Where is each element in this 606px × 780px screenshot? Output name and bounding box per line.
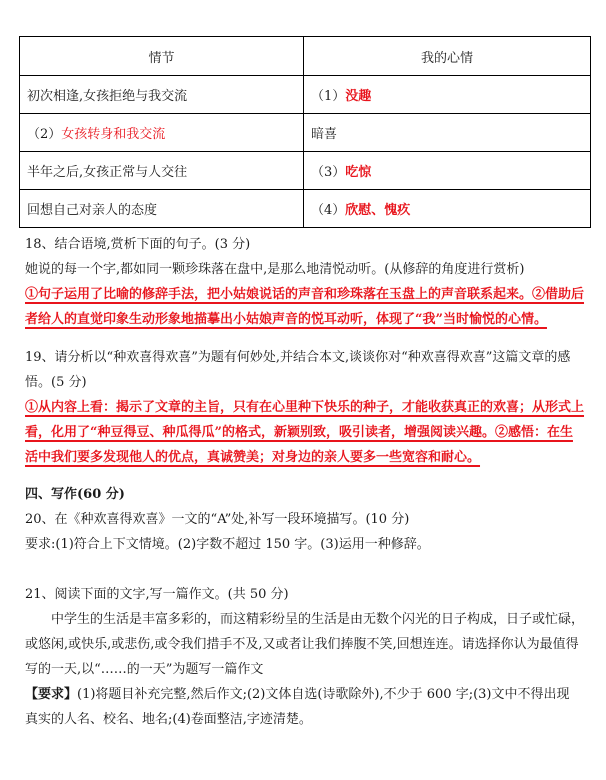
plot-feeling-table (19, 36, 591, 228)
question-text: 悟。(5 分) (25, 375, 87, 390)
table-header-row (20, 37, 591, 76)
feeling-cell (304, 152, 591, 190)
question-text: 20、在《种欢喜得欢喜》一文的“A”处,补写一段环境描写。(10 分) (25, 512, 410, 527)
plot-cell (20, 152, 304, 190)
question-sentence: 她说的每一个字,都如同一颗珍珠落在盘中,是那么地清悦动听。(从修辞的角度进行赏析) (25, 262, 525, 277)
requirements-label: 【要求】 (25, 687, 78, 702)
plot-text: 回想自己对亲人的态度 (27, 203, 158, 218)
plot-cell (20, 190, 304, 228)
answer-text: 没趣 (345, 89, 372, 104)
question-21 (25, 582, 589, 732)
answer-line: ①句子运用了比喻的修辞手法，把小姑娘说话的声音和珍珠落在玉盘上的声音联系起来。②借助后 (25, 287, 585, 302)
blank-number: （4） (311, 203, 346, 218)
requirements-line: 真实的人名、校名、地名;(4)卷面整洁,字迹清楚。 (25, 712, 312, 727)
answer-block (25, 282, 589, 332)
blank-number: （2） (27, 127, 62, 142)
question-text: 21、阅读下面的文字,写一篇作文。(共 50 分) (25, 587, 289, 602)
plot-cell (20, 76, 304, 114)
section-title: 四、写作(60 分) (25, 487, 125, 502)
plot-cell (20, 114, 304, 152)
prompt-paragraph-line: 写的一天,以“……的一天”为题写一篇作文 (25, 662, 264, 677)
table-row (20, 114, 591, 152)
table-header-plot: 情节 (20, 37, 304, 76)
prompt-paragraph-line: 或悠闲,或快乐,或悲伤,或令我们措手不及,又或者让我们捧腹不笑,回想连连。请选择你认为最值得 (25, 637, 579, 652)
plot-text: 初次相逢,女孩拒绝与我交流 (27, 89, 188, 104)
requirements-line (25, 682, 589, 707)
answer-block (25, 395, 589, 470)
table-row (20, 190, 591, 228)
prompt-paragraph-line: 中学生的生活是丰富多彩的，而这精彩纷呈的生活是由无数个闪光的日子构成，日子或忙碌， (51, 612, 585, 627)
blank-number: （1） (311, 89, 346, 104)
plot-text: 半年之后,女孩正常与人交往 (27, 165, 188, 180)
answer-line: ①从内容上看：揭示了文章的主旨，只有在心里种下快乐的种子，才能收获真正的欢喜；从形式上 (25, 400, 585, 415)
table-row (20, 152, 591, 190)
feeling-cell (304, 114, 591, 152)
feeling-text: 暗喜 (311, 127, 338, 142)
table-row (20, 76, 591, 114)
feeling-cell (304, 76, 591, 114)
answer-line: 看，化用了“种豆得豆、种瓜得瓜”的格式，新颖别致，吸引读者，增强阅读兴趣。②感悟：在生 (25, 425, 573, 440)
question-19 (25, 345, 589, 470)
answer-text: 欣慰、愧疚 (345, 203, 411, 218)
question-text: 18、结合语境,赏析下面的句子。(3 分) (25, 237, 251, 252)
answer-text: 女孩转身和我交流 (61, 127, 166, 142)
requirements-text: 要求:(1)符合上下文情境。(2)字数不超过 150 字。(3)运用一种修辞。 (25, 537, 430, 552)
feeling-cell (304, 190, 591, 228)
blank-number: （3） (311, 165, 346, 180)
answer-text: 吃惊 (345, 165, 372, 180)
table-header-feeling: 我的心情 (304, 37, 591, 76)
question-20 (25, 507, 589, 557)
answer-line: 者给人的直觉印象生动形象地描摹出小姑娘声音的悦耳动听，体现了“我”当时愉悦的心情。 (25, 312, 547, 327)
requirements-text: (1)将题目补充完整,然后作文;(2)文体自选(诗歌除外),不少于 600 字;(3)文中不得出现 (77, 687, 570, 702)
question-18 (25, 232, 589, 332)
question-text: 19、请分析以“种欢喜得欢喜”为题有何妙处,并结合本文,谈谈你对“种欢喜得欢喜”这篇文章的感 (25, 350, 571, 365)
answer-line: 活中我们要多发现他人的优点，真诚赞美；对身边的亲人要多一些宽容和耐心。 (25, 450, 481, 465)
